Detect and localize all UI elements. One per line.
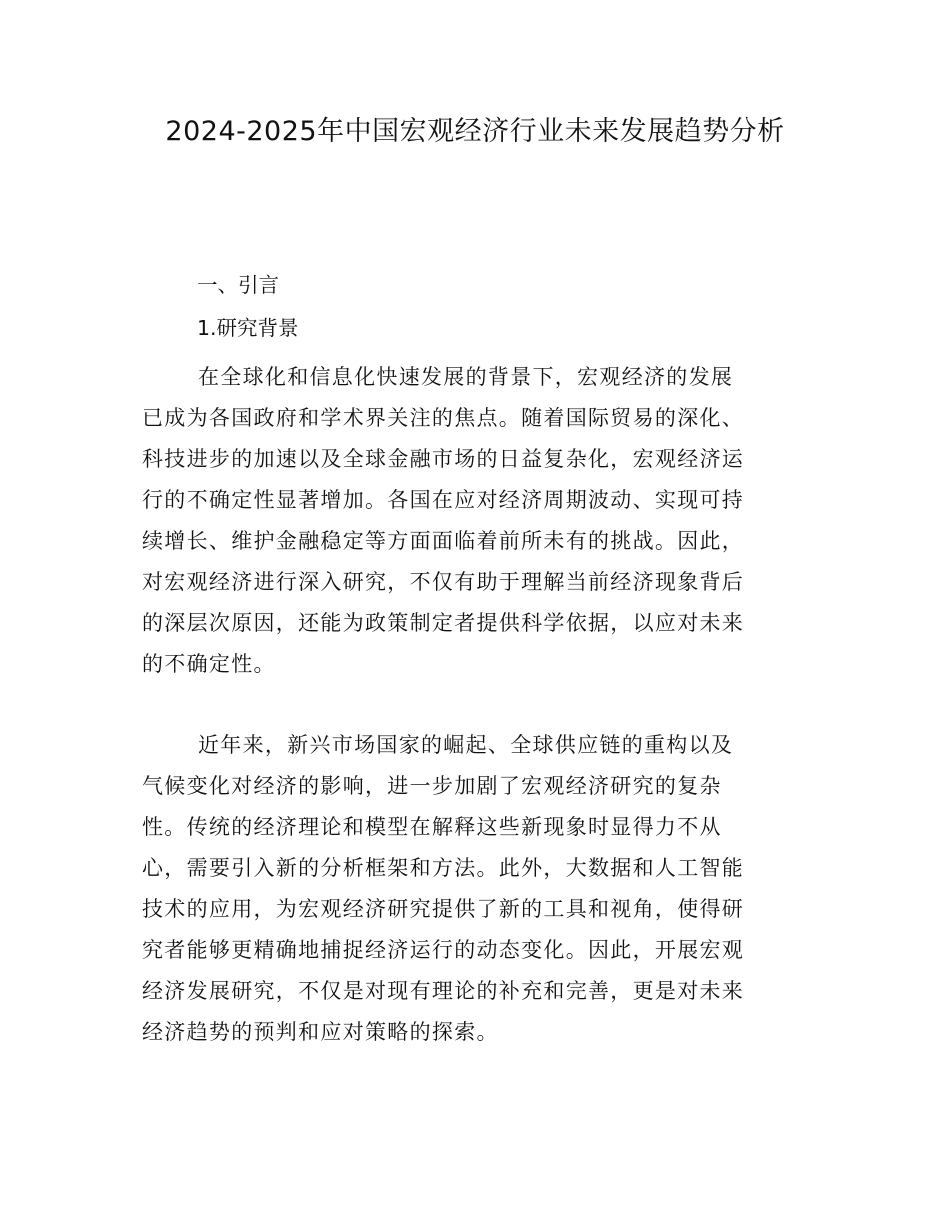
- section-heading: 一、引言: [197, 273, 279, 297]
- paragraph-line: 气候变化对经济的影响，进一步加剧了宏观经济研究的复杂: [142, 774, 722, 798]
- paragraph-line: 行的不确定性显著增加。各国在应对经济周期波动、实现可持: [142, 488, 745, 512]
- paragraph-line: 经济发展研究，不仅是对现有理论的补充和完善，更是对未来: [142, 979, 745, 1003]
- paragraph-line: 已成为各国政府和学术界关注的焦点。随着国际贸易的深化、: [142, 406, 745, 430]
- paragraph-line: 科技进步的加速以及全球金融市场的日益复杂化，宏观经济运: [142, 447, 745, 471]
- paragraph-line: 的深层次原因，还能为政策制定者提供科学依据，以应对未来: [142, 611, 745, 635]
- paragraph-line: 的不确定性。: [142, 652, 276, 676]
- paragraph-line: 性。传统的经济理论和模型在解释这些新现象时显得力不从: [142, 815, 722, 839]
- paragraph-line: 对宏观经济进行深入研究，不仅有助于理解当前经济现象背后: [142, 570, 745, 594]
- paragraph-line: 近年来，新兴市场国家的崛起、全球供应链的重构以及: [198, 733, 734, 757]
- paragraph-line: 续增长、维护金融稳定等方面面临着前所未有的挑战。因此，: [142, 529, 745, 553]
- paragraph-line: 心，需要引入新的分析框架和方法。此外，大数据和人工智能: [142, 856, 745, 880]
- subsection-heading: 1.研究背景: [197, 316, 299, 340]
- paragraph-line: 在全球化和信息化快速发展的背景下，宏观经济的发展: [198, 365, 734, 389]
- paragraph-1: [142, 357, 812, 685]
- paragraph-2: [142, 725, 812, 1053]
- paragraph-line: 技术的应用，为宏观经济研究提供了新的工具和视角，使得研: [142, 897, 745, 921]
- paragraph-line: 经济趋势的预判和应对策略的探索。: [142, 1020, 499, 1044]
- document-title: 2024-2025年中国宏观经济行业未来发展趋势分析: [165, 116, 785, 147]
- paragraph-line: 究者能够更精确地捕捉经济运行的动态变化。因此，开展宏观: [142, 938, 745, 962]
